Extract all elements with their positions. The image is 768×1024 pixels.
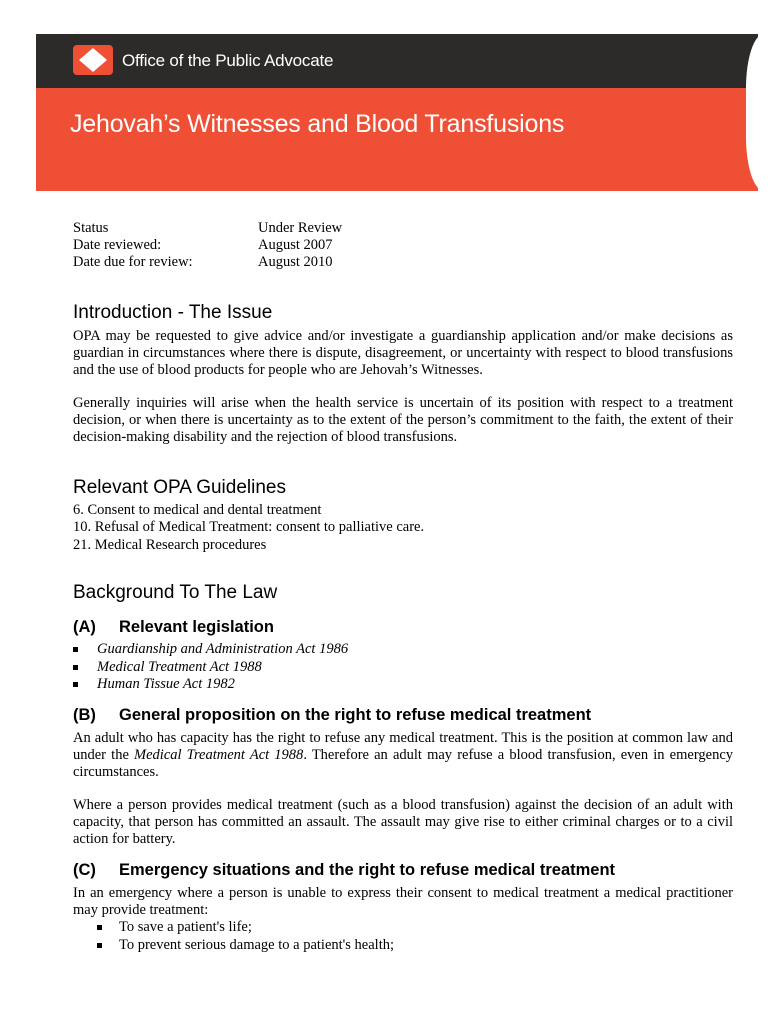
section-letter: (A) <box>73 618 96 636</box>
list-item <box>73 641 348 659</box>
meta-value: August 2010 <box>258 254 333 270</box>
header-title-bar <box>36 88 758 191</box>
list-item-text: Medical Treatment Act 1988 <box>97 658 262 675</box>
list-item <box>73 676 348 694</box>
section-letter: (B) <box>73 706 96 724</box>
bullet-icon <box>97 925 102 930</box>
banner-curve-edge <box>746 34 764 191</box>
section-title: Relevant legislation <box>119 618 274 636</box>
section-a-heading <box>73 618 274 637</box>
intro-paragraph-1: OPA may be requested to give advice and/or investigate a guardianship application and/or make decisions as guardian in circumstances where there is dispute, disagreement, or uncertainty with respect to blood transfusions and the use of blood products for people who are Jehovah’s Witnesses. <box>73 328 733 379</box>
bullet-icon <box>73 682 78 687</box>
list-item-text: Human Tissue Act 1982 <box>97 676 235 692</box>
section-title: Emergency situations and the right to refuse medical treatment <box>119 861 616 879</box>
text-run: An adult who has capacity has the right to refuse any medical treatment. This is the position at common law and under the <box>73 730 733 764</box>
meta-value: Under Review <box>258 220 343 236</box>
opa-logo-icon <box>73 45 113 75</box>
section-c-heading <box>73 861 615 880</box>
section-c-paragraph-1: In an emergency where a person is unable to express their consent to medical treatment a medical practitioner may provide treatment: <box>73 885 733 919</box>
section-letter: (C) <box>73 861 96 879</box>
list-item <box>73 937 394 955</box>
text-run: . Therefore an adult may refuse a blood transfusion, even in emergency circumstances. <box>73 747 734 781</box>
header-banner <box>36 34 758 191</box>
background-heading: Background To The Law <box>73 582 278 603</box>
intro-paragraph-2: Generally inquiries will arise when the health service is uncertain of its position with respect to a treatment decision, or when there is uncertainty as to the extent of the person’s commitment to the faith, the extent of their decision-making disability and the rejection of blood transfusions. <box>73 395 733 446</box>
list-item-text: To save a patient's life; <box>119 919 252 935</box>
section-title: General proposition on the right to refuse medical treatment <box>119 706 592 724</box>
guideline-item: 21. Medical Research procedures <box>73 537 267 553</box>
section-b-heading <box>73 706 591 725</box>
section-b-paragraph-1 <box>73 730 733 782</box>
emergency-list <box>73 919 394 954</box>
guidelines-heading: Relevant OPA Guidelines <box>73 477 286 498</box>
section-b-paragraph-2: Where a person provides medical treatment (such as a blood transfusion) against the decision of an adult with capacity, that person has committed an assault. The assault may give rise to either criminal charges or to a civil action for battery. <box>73 797 733 848</box>
list-item <box>73 659 348 677</box>
meta-label: Date due for review: <box>73 254 193 270</box>
act-name: Medical Treatment Act 1988 <box>134 747 304 764</box>
meta-label: Status <box>73 220 109 236</box>
bullet-icon <box>73 665 78 670</box>
meta-value: August 2007 <box>258 237 333 253</box>
guideline-item: 6. Consent to medical and dental treatment <box>73 502 322 518</box>
meta-label: Date reviewed: <box>73 237 162 253</box>
list-item-text: To prevent serious damage to a patient's health; <box>119 936 394 953</box>
organization-name: Office of the Public Advocate <box>122 51 334 70</box>
guideline-item: 10. Refusal of Medical Treatment: consent to palliative care. <box>73 519 425 535</box>
bullet-icon <box>97 943 102 948</box>
bullet-icon <box>73 647 78 652</box>
document-title: Jehovah’s Witnesses and Blood Transfusions <box>70 110 565 138</box>
legislation-list <box>73 641 348 694</box>
list-item-text: Guardianship and Administration Act 1986 <box>97 641 349 657</box>
intro-heading: Introduction - The Issue <box>73 302 273 323</box>
list-item <box>73 919 394 937</box>
